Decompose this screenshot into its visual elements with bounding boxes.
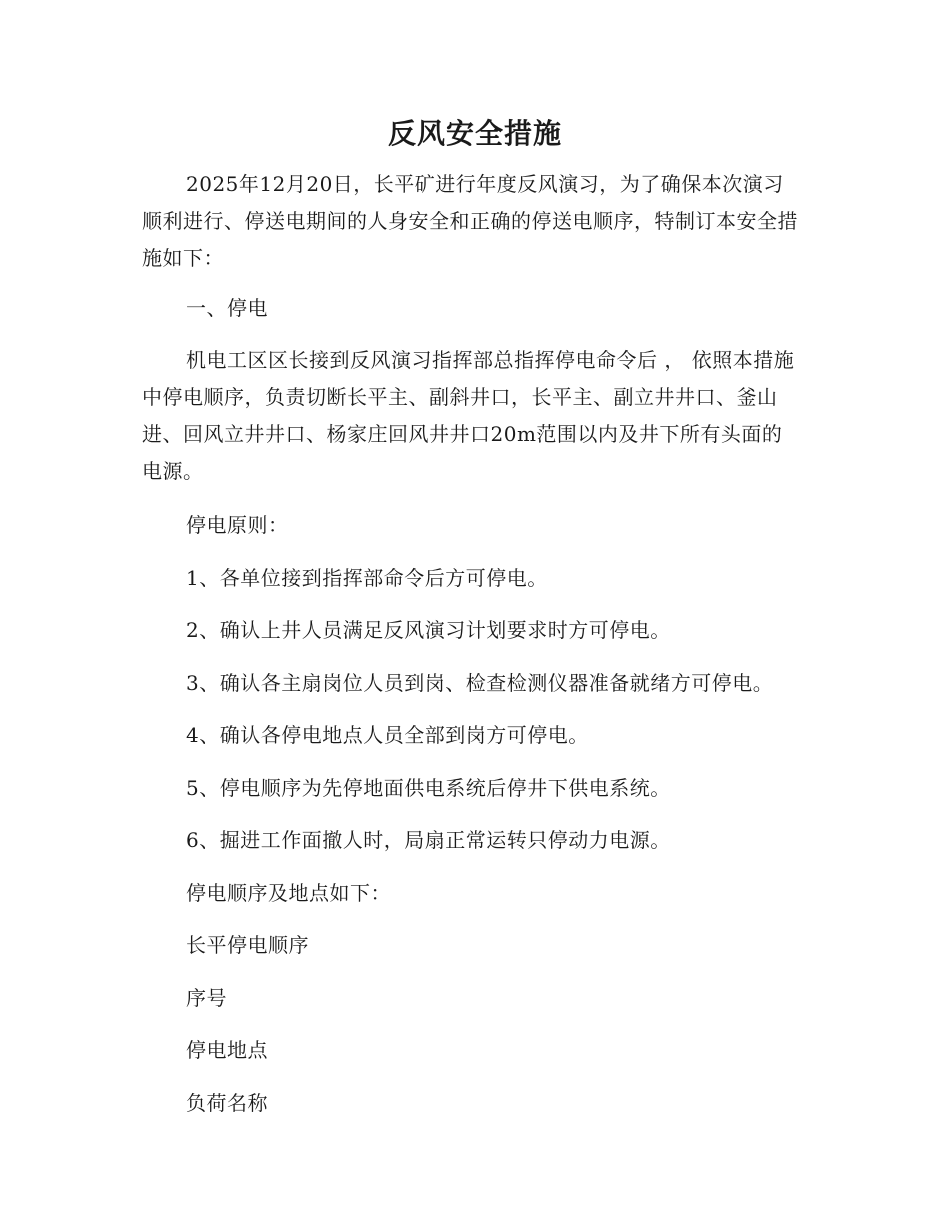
principle-item: 4、确认各停电地点人员全部到岗方可停电。 — [186, 723, 589, 747]
table-header-index: 序号 — [186, 986, 227, 1010]
principles-heading: 停电原则： — [186, 513, 289, 537]
principle-item: 2、确认上井人员满足反风演习计划要求时方可停电。 — [186, 618, 671, 642]
section1-heading: 一、停电 — [186, 296, 268, 320]
table-header-location: 停电地点 — [186, 1038, 268, 1062]
principle-item: 3、确认各主扇岗位人员到岗、检查检测仪器准备就绪方可停电。 — [186, 671, 774, 695]
principle-item: 5、停电顺序为先停地面供电系统后停井下供电系统。 — [186, 776, 671, 800]
table-header-load-name: 负荷名称 — [186, 1091, 268, 1115]
intro-paragraph: 2025年12月20日，长平矿进行年度反风演习，为了确保本次演习顺利进行、停送电期间的人身安全和正确的停送电顺序，特制订本安全措施如下： — [142, 172, 798, 270]
sequence-heading: 停电顺序及地点如下： — [186, 881, 391, 905]
principle-item: 1、各单位接到指挥部命令后方可停电。 — [186, 566, 548, 590]
principle-item: 6、掘进工作面撤人时，局扇正常运转只停动力电源。 — [186, 828, 671, 852]
document-title: 反风安全措施 — [387, 117, 562, 150]
changping-sequence-heading: 长平停电顺序 — [186, 933, 309, 957]
section1-paragraph: 机电工区区长接到反风演习指挥部总指挥停电命令后 ， 依照本措施中停电顺序，负责切断长平主、副斜井口，长平主、副立井井口、釜山进、回风立井井口、杨家庄回风井井口20m范围以内及井下所有头面的电源。 — [142, 348, 795, 483]
